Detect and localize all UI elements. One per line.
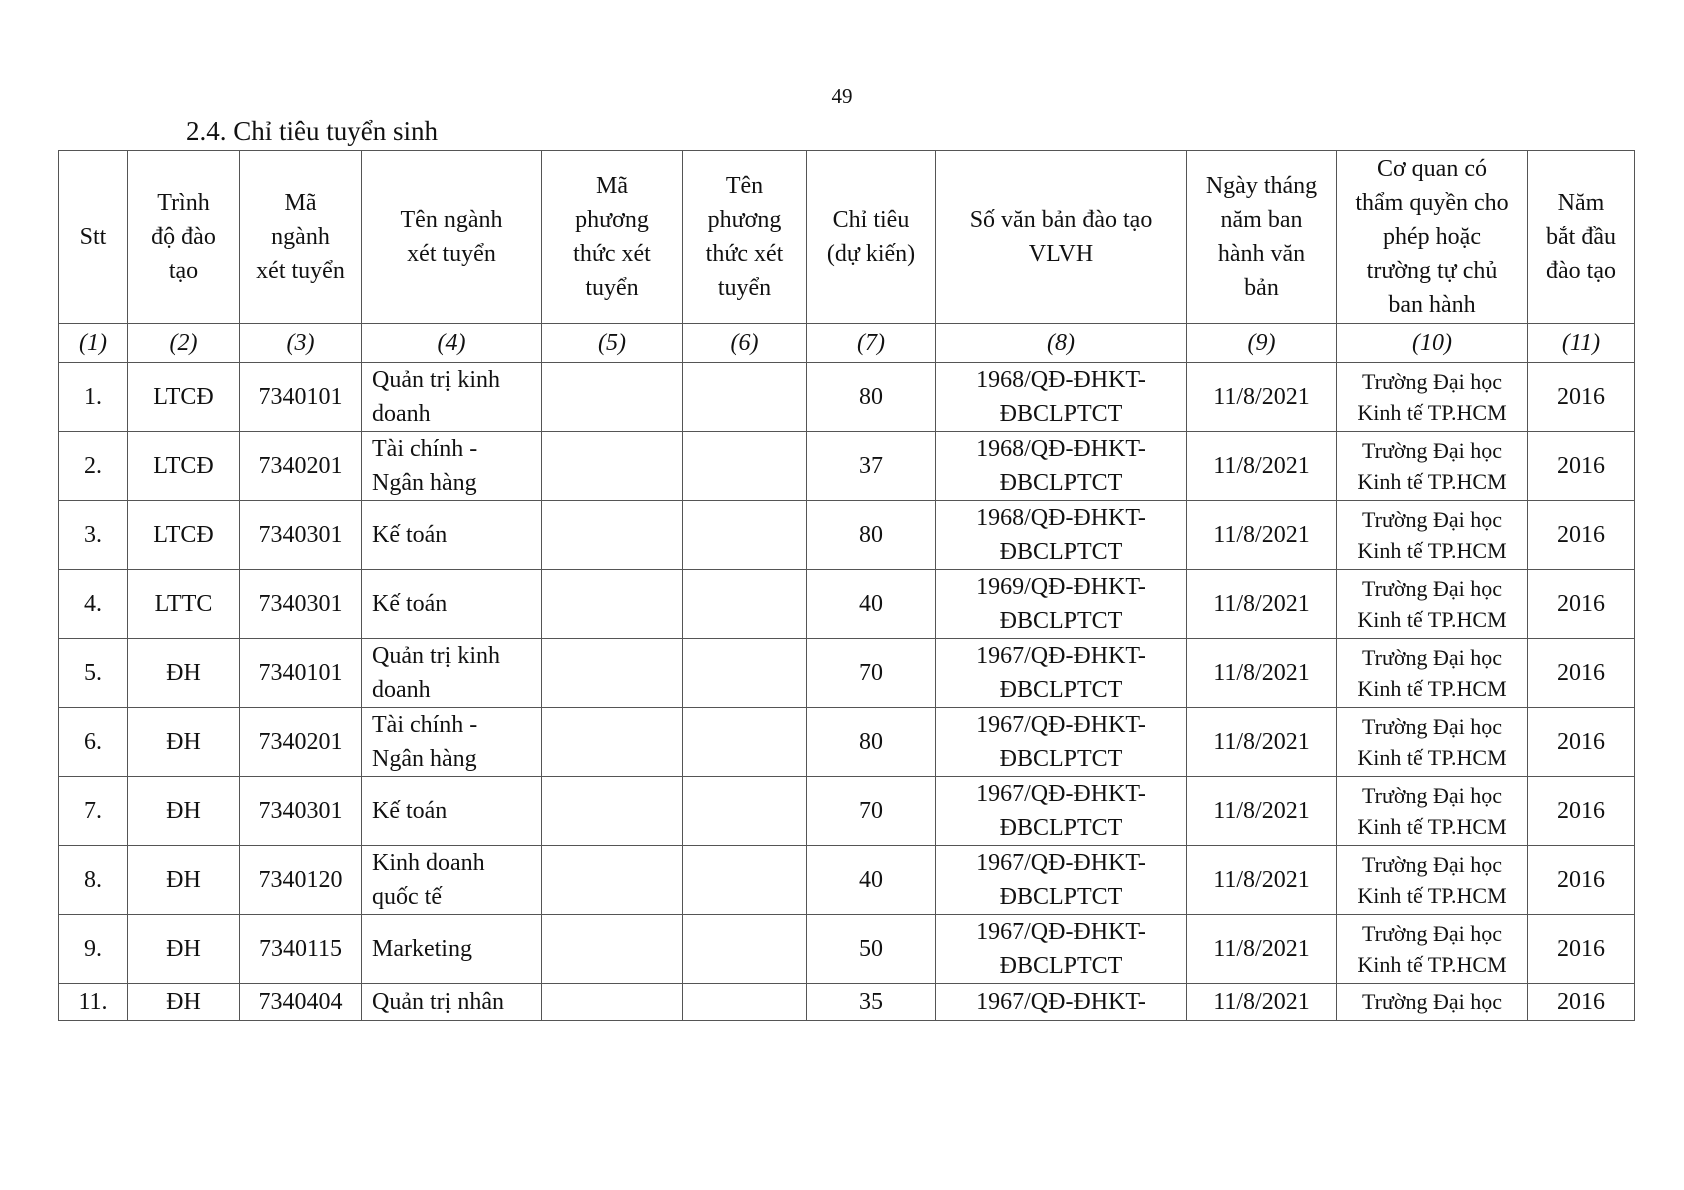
header-label-line: bắt đầu: [1546, 224, 1616, 250]
document-cell-line: 1968/QĐ-ĐHKT-: [976, 505, 1146, 531]
stt-cell: 5.: [59, 639, 128, 708]
code-cell: 7340301: [240, 501, 362, 570]
agency-cell: [1337, 984, 1528, 1021]
major-cell: [362, 570, 542, 639]
agency-cell: [1337, 846, 1528, 915]
code-cell: 7340201: [240, 708, 362, 777]
major-cell-line: doanh: [372, 401, 431, 427]
header-label-line: phép hoặc: [1383, 224, 1481, 250]
header-label-line: thức xét: [705, 241, 784, 267]
method-code-cell: [542, 432, 683, 501]
document-cell-line: ĐBCLPTCT: [999, 608, 1123, 634]
major-cell-line: Kinh doanh: [372, 850, 485, 876]
agency-cell-line: Trường Đại học: [1361, 714, 1503, 739]
table-row: [59, 915, 1635, 984]
code-cell: 7340404: [240, 984, 362, 1021]
stt-cell: 7.: [59, 777, 128, 846]
stt-cell: 2.: [59, 432, 128, 501]
quota-cell: 80: [807, 363, 936, 432]
agency-cell: [1337, 432, 1528, 501]
major-cell-line: Quản trị nhân: [372, 989, 504, 1015]
header-document: [936, 151, 1187, 324]
level-cell: LTCĐ: [128, 432, 240, 501]
major-cell-line: Kế toán: [372, 591, 448, 617]
column-number: (5): [542, 324, 683, 363]
quota-cell: 40: [807, 570, 936, 639]
header-label-line: độ đào: [151, 224, 216, 250]
date-cell: 11/8/2021: [1187, 984, 1337, 1021]
method-name-cell: [683, 915, 807, 984]
admission-quota-table: [58, 150, 1635, 1021]
table-row: [59, 501, 1635, 570]
column-number: (11): [1528, 324, 1635, 363]
header-stt: [59, 151, 128, 324]
agency-cell-line: Trường Đại học: [1361, 645, 1503, 670]
level-cell: ĐH: [128, 846, 240, 915]
stt-cell: 1.: [59, 363, 128, 432]
header-label-line: tuyển: [585, 275, 639, 301]
table-row: [59, 570, 1635, 639]
code-cell: 7340301: [240, 777, 362, 846]
header-agency: [1337, 151, 1528, 324]
date-cell: 11/8/2021: [1187, 432, 1337, 501]
quota-cell: 35: [807, 984, 936, 1021]
agency-cell: [1337, 363, 1528, 432]
table-row: [59, 639, 1635, 708]
document-cell-line: 1967/QĐ-ĐHKT-: [976, 989, 1146, 1015]
header-label-line: trường tự chủ: [1366, 258, 1498, 284]
header-label-line: Số văn bản đào tạo: [969, 207, 1153, 233]
header-label-line: đào tạo: [1546, 258, 1616, 284]
header-label-line: năm ban: [1220, 207, 1303, 233]
document-cell-line: ĐBCLPTCT: [999, 470, 1123, 496]
level-cell: ĐH: [128, 708, 240, 777]
column-number: (1): [59, 324, 128, 363]
code-cell: 7340101: [240, 363, 362, 432]
column-number-row: [59, 324, 1635, 363]
agency-cell: [1337, 915, 1528, 984]
method-name-cell: [683, 432, 807, 501]
agency-cell-line: Trường Đại học: [1361, 783, 1503, 808]
document-cell: [936, 915, 1187, 984]
stt-cell: 3.: [59, 501, 128, 570]
header-row: [59, 151, 1635, 324]
header-label-line: ban hành: [1388, 292, 1476, 318]
header-label-line: thẩm quyền cho: [1355, 190, 1509, 216]
date-cell: 11/8/2021: [1187, 777, 1337, 846]
date-cell: 11/8/2021: [1187, 846, 1337, 915]
code-cell: 7340201: [240, 432, 362, 501]
document-cell: [936, 984, 1187, 1021]
stt-cell: 8.: [59, 846, 128, 915]
header-label-line: tạo: [168, 258, 199, 284]
method-code-cell: [542, 846, 683, 915]
major-cell: [362, 639, 542, 708]
date-cell: 11/8/2021: [1187, 915, 1337, 984]
agency-cell: [1337, 708, 1528, 777]
table-body: [59, 363, 1635, 1021]
column-number: (7): [807, 324, 936, 363]
column-number: (10): [1337, 324, 1528, 363]
agency-cell-line: Trường Đại học: [1361, 507, 1503, 532]
date-cell: 11/8/2021: [1187, 363, 1337, 432]
column-number: (3): [240, 324, 362, 363]
major-cell: [362, 708, 542, 777]
document-cell: [936, 639, 1187, 708]
page-number: 49: [831, 84, 853, 108]
column-number: (2): [128, 324, 240, 363]
section-title: 2.4. Chỉ tiêu tuyển sinh: [186, 116, 438, 146]
agency-cell-line: Kinh tế TP.HCM: [1357, 814, 1507, 839]
document-cell-line: 1967/QĐ-ĐHKT-: [976, 712, 1146, 738]
document-cell: [936, 777, 1187, 846]
header-quota: [807, 151, 936, 324]
header-label-line: Trình: [157, 190, 210, 216]
document-cell: [936, 570, 1187, 639]
major-cell-line: Kế toán: [372, 522, 448, 548]
header-method-name: [683, 151, 807, 324]
document-cell-line: 1969/QĐ-ĐHKT-: [976, 574, 1146, 600]
quota-cell: 37: [807, 432, 936, 501]
header-method-code: [542, 151, 683, 324]
major-cell-line: Quản trị kinh: [372, 367, 500, 393]
major-cell-line: Ngân hàng: [372, 746, 477, 772]
method-name-cell: [683, 777, 807, 846]
document-cell: [936, 363, 1187, 432]
date-cell: 11/8/2021: [1187, 501, 1337, 570]
agency-cell-line: Trường Đại học: [1361, 576, 1503, 601]
agency-cell: [1337, 777, 1528, 846]
header-label-line: ngành: [271, 224, 330, 250]
major-cell-line: Ngân hàng: [372, 470, 477, 496]
method-code-cell: [542, 984, 683, 1021]
method-name-cell: [683, 984, 807, 1021]
document-cell-line: 1967/QĐ-ĐHKT-: [976, 850, 1146, 876]
document-cell: [936, 708, 1187, 777]
header-level: [128, 151, 240, 324]
table-row: [59, 846, 1635, 915]
header-label-line: Cơ quan có: [1376, 156, 1487, 182]
method-code-cell: [542, 915, 683, 984]
agency-cell-line: Trường Đại học: [1361, 369, 1503, 394]
major-cell-line: doanh: [372, 677, 431, 703]
column-number: (9): [1187, 324, 1337, 363]
start-year-cell: 2016: [1528, 777, 1635, 846]
header-label-line: xét tuyển: [407, 241, 496, 267]
document-cell-line: 1968/QĐ-ĐHKT-: [976, 436, 1146, 462]
header-label-line: hành văn: [1217, 241, 1306, 267]
stt-cell: 9.: [59, 915, 128, 984]
quota-cell: 80: [807, 708, 936, 777]
header-date: [1187, 151, 1337, 324]
table-row: [59, 708, 1635, 777]
agency-cell-line: Kinh tế TP.HCM: [1357, 952, 1507, 977]
method-name-cell: [683, 639, 807, 708]
quota-cell: 40: [807, 846, 936, 915]
header-label-line: Stt: [79, 224, 107, 250]
document-cell-line: ĐBCLPTCT: [999, 677, 1123, 703]
level-cell: ĐH: [128, 915, 240, 984]
header-label-line: phương: [575, 207, 649, 233]
agency-cell-line: Kinh tế TP.HCM: [1357, 745, 1507, 770]
header-label-line: Mã: [596, 173, 628, 199]
major-cell: [362, 846, 542, 915]
quota-cell: 50: [807, 915, 936, 984]
start-year-cell: 2016: [1528, 915, 1635, 984]
date-cell: 11/8/2021: [1187, 708, 1337, 777]
header-label-line: Tên: [725, 173, 764, 199]
header-label-line: tuyển: [717, 275, 772, 301]
stt-cell: 6.: [59, 708, 128, 777]
agency-cell-line: Trường Đại học: [1361, 852, 1503, 877]
header-label-line: phương: [707, 207, 782, 233]
agency-cell-line: Trường Đại học: [1361, 921, 1503, 946]
header-start-year: [1528, 151, 1635, 324]
level-cell: ĐH: [128, 984, 240, 1021]
document-cell: [936, 846, 1187, 915]
method-code-cell: [542, 501, 683, 570]
method-name-cell: [683, 708, 807, 777]
document-cell-line: ĐBCLPTCT: [999, 815, 1123, 841]
header-label-line: (dự kiến): [826, 241, 916, 267]
major-cell-line: Kế toán: [372, 798, 448, 824]
code-cell: 7340115: [240, 915, 362, 984]
major-cell: [362, 501, 542, 570]
major-cell: [362, 915, 542, 984]
agency-cell-line: Kinh tế TP.HCM: [1357, 400, 1507, 425]
document-cell-line: ĐBCLPTCT: [999, 884, 1123, 910]
level-cell: ĐH: [128, 777, 240, 846]
major-cell-line: Quản trị kinh: [372, 643, 500, 669]
date-cell: 11/8/2021: [1187, 639, 1337, 708]
method-code-cell: [542, 363, 683, 432]
quota-cell: 70: [807, 639, 936, 708]
document-cell-line: 1967/QĐ-ĐHKT-: [976, 919, 1146, 945]
document-cell-line: ĐBCLPTCT: [999, 746, 1123, 772]
level-cell: ĐH: [128, 639, 240, 708]
method-name-cell: [683, 363, 807, 432]
agency-cell-line: Trường Đại học: [1361, 438, 1503, 463]
header-label-line: VLVH: [1028, 241, 1094, 267]
header-label-line: Chỉ tiêu: [832, 207, 910, 233]
quota-cell: 80: [807, 501, 936, 570]
document-cell-line: 1967/QĐ-ĐHKT-: [976, 643, 1146, 669]
document-cell-line: 1967/QĐ-ĐHKT-: [976, 781, 1146, 807]
agency-cell-line: Kinh tế TP.HCM: [1357, 676, 1507, 701]
document-cell-line: ĐBCLPTCT: [999, 539, 1123, 565]
major-cell: [362, 363, 542, 432]
level-cell: LTTC: [128, 570, 240, 639]
agency-cell-line: Kinh tế TP.HCM: [1357, 883, 1507, 908]
agency-cell: [1337, 501, 1528, 570]
major-cell-line: Tài chính -: [372, 436, 478, 462]
table-row: [59, 777, 1635, 846]
header-label-line: Năm: [1557, 190, 1605, 216]
agency-cell-line: Kinh tế TP.HCM: [1357, 469, 1507, 494]
agency-cell: [1337, 639, 1528, 708]
stt-cell: 11.: [59, 984, 128, 1021]
column-number: (8): [936, 324, 1187, 363]
start-year-cell: 2016: [1528, 708, 1635, 777]
method-code-cell: [542, 639, 683, 708]
header-label-line: thức xét: [573, 241, 651, 267]
method-name-cell: [683, 570, 807, 639]
agency-cell-line: Trường Đại học: [1361, 989, 1503, 1014]
header-label-line: bản: [1244, 275, 1279, 301]
start-year-cell: 2016: [1528, 501, 1635, 570]
major-cell: [362, 984, 542, 1021]
document-cell: [936, 432, 1187, 501]
table-row: [59, 363, 1635, 432]
start-year-cell: 2016: [1528, 846, 1635, 915]
level-cell: LTCĐ: [128, 363, 240, 432]
header-label-line: Tên ngành: [400, 207, 503, 233]
table-row: [59, 984, 1635, 1021]
quota-cell: 70: [807, 777, 936, 846]
document-cell-line: ĐBCLPTCT: [999, 953, 1123, 979]
table-row: [59, 432, 1635, 501]
document-cell: [936, 501, 1187, 570]
start-year-cell: 2016: [1528, 984, 1635, 1021]
major-cell-line: Tài chính -: [372, 712, 478, 738]
header-label-line: Mã: [284, 190, 317, 216]
method-code-cell: [542, 570, 683, 639]
start-year-cell: 2016: [1528, 432, 1635, 501]
header-code: [240, 151, 362, 324]
start-year-cell: 2016: [1528, 639, 1635, 708]
major-cell: [362, 777, 542, 846]
date-cell: 11/8/2021: [1187, 570, 1337, 639]
major-cell-line: Marketing: [372, 936, 472, 962]
method-name-cell: [683, 501, 807, 570]
method-code-cell: [542, 708, 683, 777]
document-cell-line: ĐBCLPTCT: [999, 401, 1123, 427]
agency-cell: [1337, 570, 1528, 639]
column-number: (4): [362, 324, 542, 363]
column-number: (6): [683, 324, 807, 363]
method-name-cell: [683, 846, 807, 915]
start-year-cell: 2016: [1528, 570, 1635, 639]
start-year-cell: 2016: [1528, 363, 1635, 432]
method-code-cell: [542, 777, 683, 846]
stt-cell: 4.: [59, 570, 128, 639]
level-cell: LTCĐ: [128, 501, 240, 570]
major-cell: [362, 432, 542, 501]
code-cell: 7340101: [240, 639, 362, 708]
document-cell-line: 1968/QĐ-ĐHKT-: [976, 367, 1146, 393]
code-cell: 7340120: [240, 846, 362, 915]
header-label-line: Ngày tháng: [1205, 173, 1318, 199]
header-major: [362, 151, 542, 324]
code-cell: 7340301: [240, 570, 362, 639]
header-label-line: xét tuyển: [256, 258, 345, 284]
agency-cell-line: Kinh tế TP.HCM: [1357, 607, 1507, 632]
major-cell-line: quốc tế: [372, 884, 442, 910]
agency-cell-line: Kinh tế TP.HCM: [1357, 538, 1507, 563]
